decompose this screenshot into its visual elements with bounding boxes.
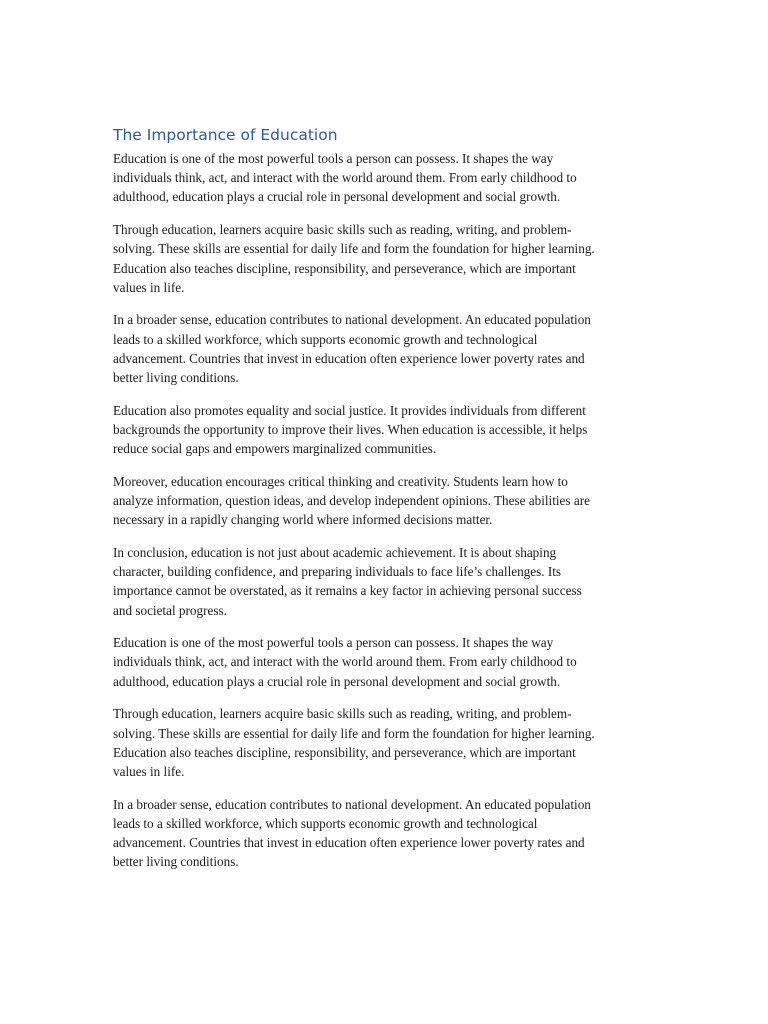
paragraph-line: importance cannot be overstated, as it remains a key factor in achieving personal success (113, 583, 582, 599)
paragraph-line: In conclusion, education is not just about academic achievement. It is about shaping (113, 544, 557, 560)
paragraph-line: advancement. Countries that invest in education often experience lower poverty rates and (113, 835, 585, 851)
paragraph-line: In a broader sense, education contributes to national development. An educated population (113, 796, 591, 812)
paragraph-line: solving. These skills are essential for daily life and form the foundation for higher learning. (113, 725, 595, 741)
paragraph-line: values in life. (113, 763, 185, 779)
paragraph-line: Moreover, education encourages critical thinking and creativity. Students learn how to (113, 473, 568, 489)
paragraph-line: Education also teaches discipline, responsibility, and perseverance, which are important (113, 744, 576, 760)
paragraph-line: better living conditions. (113, 370, 239, 386)
paragraph-line: adulthood, education plays a crucial role in personal development and social growth. (113, 673, 561, 689)
body-paragraph (113, 543, 673, 620)
body-paragraph (113, 149, 673, 207)
paragraph-line: leads to a skilled workforce, which supports economic growth and technological (113, 331, 538, 347)
document-title: The Importance of Education (113, 126, 338, 144)
paragraph-line: advancement. Countries that invest in education often experience lower poverty rates and (113, 350, 585, 366)
paragraph-line: Education is one of the most powerful tools a person can possess. It shapes the way (113, 635, 554, 651)
paragraph-line: Education also promotes equality and social justice. It provides individuals from different (113, 402, 586, 418)
paragraph-line: Education is one of the most powerful tools a person can possess. It shapes the way (113, 151, 554, 166)
paragraph-line: individuals think, act, and interact with the world around them. From early childhood to (113, 170, 577, 186)
body-paragraph (113, 795, 673, 872)
paragraph-line: and societal progress. (113, 602, 227, 618)
paragraph-line: reduce social gaps and empowers marginalized communities. (113, 441, 437, 457)
body-paragraph (113, 220, 673, 297)
paragraph-line: character, building confidence, and preparing individuals to face life’s challenges. Its (113, 564, 562, 580)
paragraph-line: Through education, learners acquire basic skills such as reading, writing, and problem- (113, 222, 572, 238)
paragraph-line: values in life. (113, 279, 185, 295)
paragraph-line: individuals think, act, and interact with the world around them. From early childhood to (113, 654, 577, 670)
paragraph-line: necessary in a rapidly changing world where informed decisions matter. (113, 512, 493, 528)
body-paragraph (113, 704, 673, 781)
paragraph-line: better living conditions. (113, 854, 239, 870)
paragraph-line: solving. These skills are essential for daily life and form the foundation for higher learning. (113, 241, 595, 257)
body-paragraph (113, 310, 673, 387)
paragraph-line: leads to a skilled workforce, which supports economic growth and technological (113, 815, 538, 831)
paragraph-line: backgrounds the opportunity to improve their lives. When education is accessible, it helps (113, 421, 588, 437)
body-paragraph (113, 401, 673, 459)
document-body (113, 149, 673, 885)
body-paragraph (113, 633, 673, 691)
paragraph-line: Through education, learners acquire basic skills such as reading, writing, and problem- (113, 706, 572, 722)
paragraph-line: analyze information, question ideas, and develop independent opinions. These abilities are (113, 493, 590, 509)
paragraph-line: adulthood, education plays a crucial role in personal development and social growth. (113, 189, 561, 205)
paragraph-line: Education also teaches discipline, responsibility, and perseverance, which are important (113, 260, 576, 276)
body-paragraph (113, 472, 673, 530)
paragraph-line: In a broader sense, education contributes to national development. An educated population (113, 312, 591, 328)
